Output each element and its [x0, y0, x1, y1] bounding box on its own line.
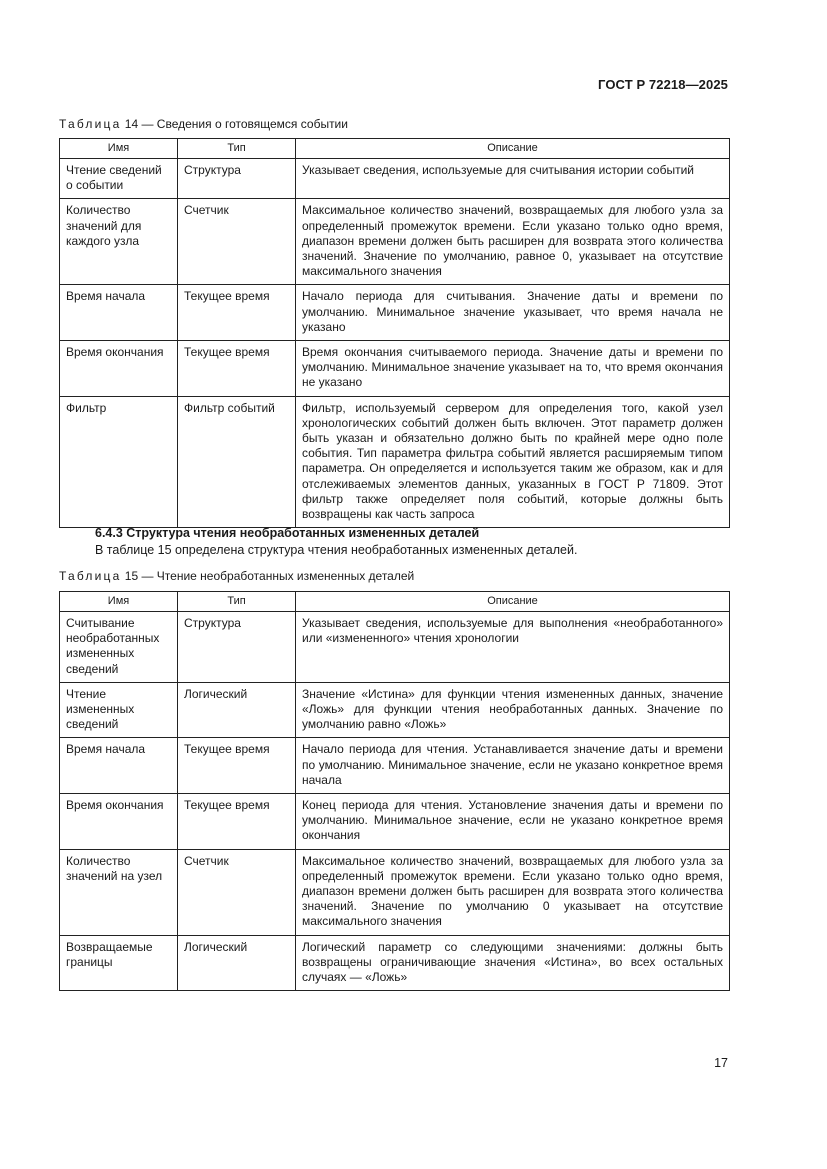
table-row [60, 199, 730, 285]
table-row [60, 935, 730, 991]
cell-description: Максимальное количество значений, возвращаемых для любого узла за определенный промежуток времени. Если указано только одно время, диапазон времени должен быть расширен для возврата этого количества значений. Значение по умолчанию 0 указывает на отсутствие максимального значения [296, 849, 730, 935]
section-paragraph: В таблице 15 определена структура чтения необработанных измененных деталей. [95, 543, 578, 557]
table-15-caption-text: 15 — Чтение необработанных измененных деталей [121, 569, 415, 583]
table-row [60, 612, 730, 683]
cell-description: Фильтр, используемый сервером для определения того, какой узел хронологических событий должен быть включен. Этот параметр должен быть указан и обязательно должно быть по крайней мере одно поле события. Тип параметра фильтра событий является расширяемым типом параметра. Он определяется и используется таким же образом, как и для отслеживаемых элементов данных, указанных в ГОСТ Р 71809. Этот фильтр также определяет поля событий, которые должны быть возвращены как часть запроса [296, 396, 730, 528]
cell-name: Время начала [60, 285, 178, 341]
table-15 [59, 591, 730, 991]
cell-type: Текущее время [178, 738, 296, 794]
cell-type: Логический [178, 682, 296, 738]
table-row [60, 396, 730, 528]
cell-name: Считывание необработанных измененных сведений [60, 612, 178, 683]
cell-description: Максимальное количество значений, возвращаемых для любого узла за определенный промежуток времени. Если указано только одно время, диапазон времени должен быть расширен для возврата этого количества значений. Значение по умолчанию, равное 0, указывает на отсутствие максимального значения [296, 199, 730, 285]
cell-type: Структура [178, 612, 296, 683]
table-14-caption-text: 14 — Сведения о готовящемся событии [121, 117, 348, 131]
table-row [60, 682, 730, 738]
cell-description: Логический параметр со следующими значениями: должны быть возвращены ограничивающие значения «Истина», во всех остальных случаях — «Ложь» [296, 935, 730, 991]
table-row [60, 794, 730, 850]
cell-description: Указывает сведения, используемые для считывания истории событий [296, 159, 730, 199]
table-row [60, 159, 730, 199]
table-row [60, 738, 730, 794]
table-row [60, 341, 730, 397]
cell-type: Логический [178, 935, 296, 991]
table-row [60, 285, 730, 341]
cell-description: Конец периода для чтения. Установление значения даты и времени по умолчанию. Минимальное значение, если не указано конкретное время окончания [296, 794, 730, 850]
cell-name: Время начала [60, 738, 178, 794]
cell-type: Фильтр событий [178, 396, 296, 528]
cell-description: Начало периода для считывания. Значение даты и времени по умолчанию. Минимальное значение указывает, что время начала не указано [296, 285, 730, 341]
cell-type: Текущее время [178, 794, 296, 850]
cell-type: Текущее время [178, 341, 296, 397]
page-number: 17 [714, 1056, 728, 1070]
table-14 [59, 138, 730, 528]
table-row [60, 849, 730, 935]
column-header-type: Тип [178, 592, 296, 612]
column-header-name: Имя [60, 139, 178, 159]
cell-name: Время окончания [60, 794, 178, 850]
table-15-caption-prefix: Таблица [59, 569, 122, 583]
table-14-caption [59, 116, 348, 132]
cell-type: Счетчик [178, 199, 296, 285]
cell-description: Указывает сведения, используемые для выполнения «необработанного» или «измененного» чтения хронологии [296, 612, 730, 683]
cell-type: Структура [178, 159, 296, 199]
cell-type: Текущее время [178, 285, 296, 341]
table-15-caption [59, 568, 414, 584]
cell-name: Чтение измененных сведений [60, 682, 178, 738]
cell-name: Фильтр [60, 396, 178, 528]
cell-description: Значение «Истина» для функции чтения измененных данных, значение «Ложь» для функции чтения необработанных данных. Значение по умолчанию равно «Ложь» [296, 682, 730, 738]
column-header-type: Тип [178, 139, 296, 159]
table-header-row [60, 139, 730, 159]
cell-name: Время окончания [60, 341, 178, 397]
cell-name: Количество значений для каждого узла [60, 199, 178, 285]
cell-name: Количество значений на узел [60, 849, 178, 935]
column-header-name: Имя [60, 592, 178, 612]
table-header-row [60, 592, 730, 612]
table-14-caption-prefix: Таблица [59, 117, 122, 131]
cell-type: Счетчик [178, 849, 296, 935]
cell-name: Возвращаемые границы [60, 935, 178, 991]
section-heading: 6.4.3 Структура чтения необработанных измененных деталей [95, 526, 480, 540]
cell-name: Чтение сведений о событии [60, 159, 178, 199]
cell-description: Начало периода для чтения. Устанавливается значение даты и времени по умолчанию. Минимальное значение, если не указано конкретное время начала [296, 738, 730, 794]
cell-description: Время окончания считываемого периода. Значение даты и времени по умолчанию. Минимальное значение указывает на то, что время окончания не указано [296, 341, 730, 397]
column-header-description: Описание [296, 592, 730, 612]
document-code: ГОСТ Р 72218—2025 [598, 77, 728, 92]
column-header-description: Описание [296, 139, 730, 159]
